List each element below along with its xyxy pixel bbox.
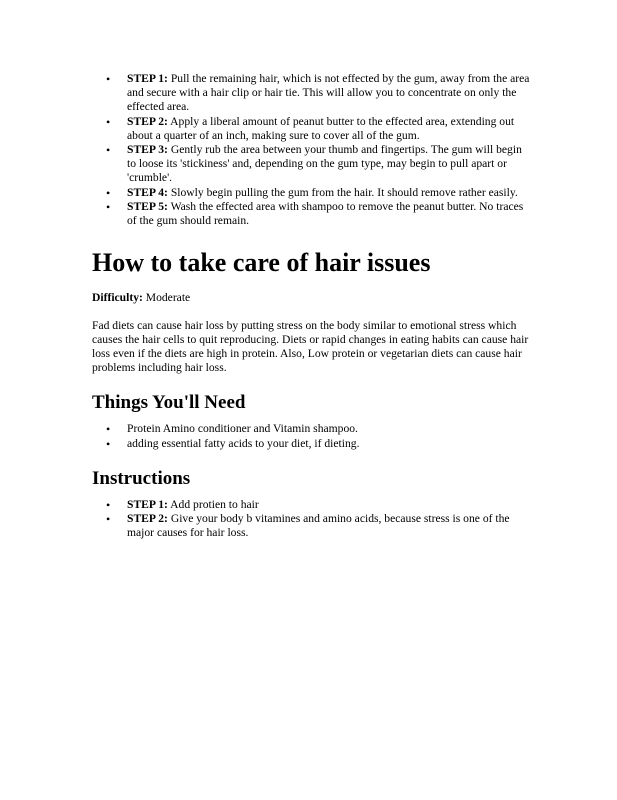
list-item bbox=[92, 200, 532, 228]
things-needed-heading: Things You'll Need bbox=[92, 392, 246, 413]
step-label: STEP 1: bbox=[127, 497, 168, 511]
step-label: STEP 3: bbox=[127, 143, 168, 156]
gum-removal-steps bbox=[92, 72, 532, 228]
step-text: Apply a liberal amount of peanut butter to the effected area, extending out about a quarter of an inch, making sure to cover all of the gum. bbox=[127, 114, 515, 142]
step-label: STEP 4: bbox=[127, 185, 168, 199]
things-needed-list bbox=[92, 422, 532, 451]
step-label: STEP 5: bbox=[127, 200, 168, 213]
list-item bbox=[92, 512, 532, 540]
difficulty-line bbox=[92, 291, 532, 305]
list-item bbox=[92, 143, 532, 185]
step-label: STEP 2: bbox=[127, 512, 168, 525]
step-label: STEP 1: bbox=[127, 72, 168, 85]
step-text: Slowly begin pulling the gum from the hair. It should remove rather easily. bbox=[167, 185, 518, 199]
step-text: Gently rub the area between your thumb and fingertips. The gum will begin to loose its 'stickiness' and, depending on the gum type, may begin to pull apart or 'crumble'. bbox=[127, 143, 522, 184]
list-item: • adding essential fatty acids to your diet, if dieting. bbox=[92, 437, 532, 451]
list-item bbox=[92, 498, 532, 512]
step-text: Add protien to hair bbox=[167, 497, 259, 511]
instructions-heading: Instructions bbox=[92, 467, 191, 489]
list-item bbox=[92, 186, 532, 200]
difficulty-label: Difficulty: bbox=[92, 291, 143, 304]
list-item bbox=[92, 115, 532, 143]
instructions-list bbox=[92, 498, 532, 541]
intro-paragraph: Fad diets can cause hair loss by putting stress on the body similar to emotional stress which causes the hair cells to quit reproducing. Diets or rapid changes in eating habits can cause hair loss even if the diets are high in protein. Also, Low protein or vegetarian diets can cause hair problems including hair loss. bbox=[92, 319, 529, 374]
step-text: Pull the remaining hair, which is not effected by the gum, away from the area and secure with a hair clip or hair tie. This will allow you to concentrate on only the effected area. bbox=[127, 72, 530, 113]
difficulty-value: Moderate bbox=[142, 291, 191, 304]
step-text: Give your body b vitamines and amino acids, because stress is one of the major causes for hair loss. bbox=[127, 512, 510, 539]
list-item: • Protein Amino conditioner and Vitamin shampoo. bbox=[92, 422, 532, 436]
step-text: Wash the effected area with shampoo to remove the peanut butter. No traces of the gum should remain. bbox=[127, 200, 524, 227]
document-content bbox=[92, 72, 532, 541]
step-label: STEP 2: bbox=[127, 114, 168, 128]
list-item bbox=[92, 72, 532, 114]
article-title: How to take care of hair issues bbox=[92, 248, 431, 277]
